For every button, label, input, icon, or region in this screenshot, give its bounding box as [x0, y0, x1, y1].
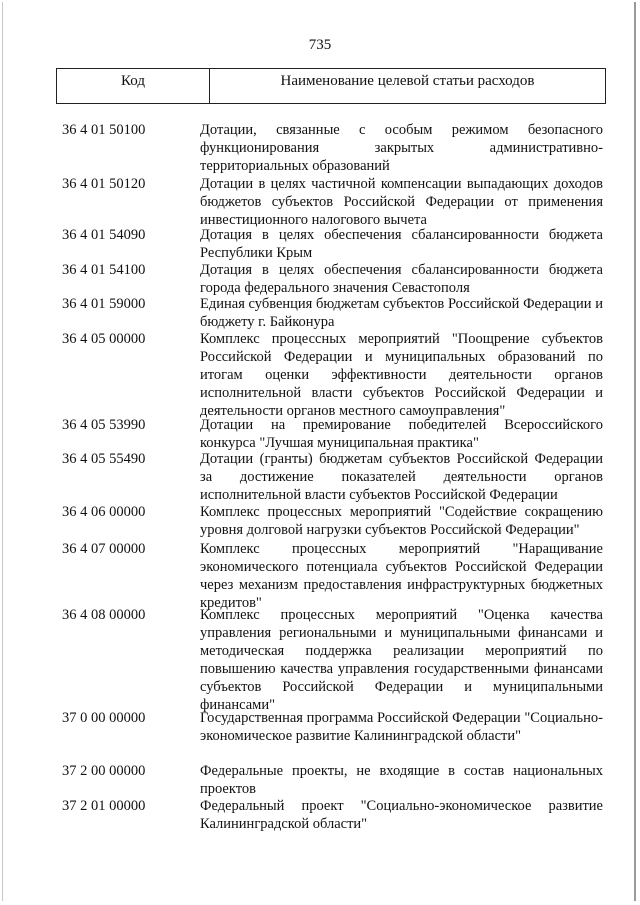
row-code: 36 4 01 54090 — [62, 227, 146, 243]
row-description: Комплекс процессных мероприятий "Оценка качества управления региональными и муниципальными финансами и методическая поддержка реализации мероприятий по повышению качества управления государственными финансами субъектов Российской Федерации и муниципальными финансами" — [200, 607, 603, 713]
row-code: 36 4 07 00000 — [62, 541, 146, 557]
row-code: 36 4 01 50120 — [62, 176, 146, 192]
header-code: Код — [57, 69, 210, 103]
row-description: Федеральный проект "Социально-экономическое развитие Калининградской области" — [200, 798, 603, 832]
row-description: Дотация в целях обеспечения сбалансированности бюджета Республики Крым — [200, 227, 603, 261]
row-code: 36 4 05 00000 — [62, 331, 146, 347]
row-code: 36 4 01 59000 — [62, 296, 146, 312]
row-description: Единая субвенция бюджетам субъектов Российской Федерации и бюджету г. Байконура — [200, 296, 603, 330]
row-code: 36 4 05 53990 — [62, 417, 146, 433]
row-description: Комплекс процессных мероприятий "Наращивание экономического потенциала субъектов Российской Федерации через механизм предоставления инфраструктурных бюджетных кредитов" — [200, 541, 603, 611]
row-code: 36 4 05 55490 — [62, 451, 146, 467]
row-description: Федеральные проекты, не входящие в состав национальных проектов — [200, 763, 603, 797]
row-code: 37 2 01 00000 — [62, 798, 146, 814]
row-description: Дотации (гранты) бюджетам субъектов Российской Федерации за достижение показателей деятельности органов исполнительной власти субъектов Российской Федерации — [200, 451, 603, 503]
row-code: 37 2 00 00000 — [62, 763, 146, 779]
row-description: Дотации в целях частичной компенсации выпадающих доходов бюджетов субъектов Российской Федерации от применения инвестиционного налогового вычета — [200, 176, 603, 228]
row-description: Комплекс процессных мероприятий "Содействие сокращению уровня долговой нагрузки субъектов Российской Федерации" — [200, 504, 603, 538]
row-code: 36 4 01 50100 — [62, 122, 146, 138]
page-number: 735 — [308, 37, 332, 53]
row-code: 36 4 01 54100 — [62, 262, 146, 278]
row-description: Дотация в целях обеспечения сбалансированности бюджета города федерального значения Севастополя — [200, 262, 603, 296]
table-header — [56, 68, 606, 104]
row-description: Государственная программа Российской Федерации "Социально-экономическое развитие Калининградской области" — [200, 710, 603, 744]
row-description: Дотации на премирование победителей Всероссийского конкурса "Лучшая муниципальная практика" — [200, 417, 603, 451]
row-code: 36 4 08 00000 — [62, 607, 146, 623]
row-code: 36 4 06 00000 — [62, 504, 146, 520]
row-description: Комплекс процессных мероприятий "Поощрение субъектов Российской Федерации и муниципальных образований по итогам оценки эффективности деятельности органов исполнительной власти субъектов Российской Федерации и деятельности органов местного самоуправления" — [200, 331, 603, 419]
row-code: 37 0 00 00000 — [62, 710, 146, 726]
header-name: Наименование целевой статьи расходов — [280, 73, 535, 89]
row-description: Дотации, связанные с особым режимом безопасного функционирования закрытых административно-территориальных образований — [200, 122, 603, 174]
